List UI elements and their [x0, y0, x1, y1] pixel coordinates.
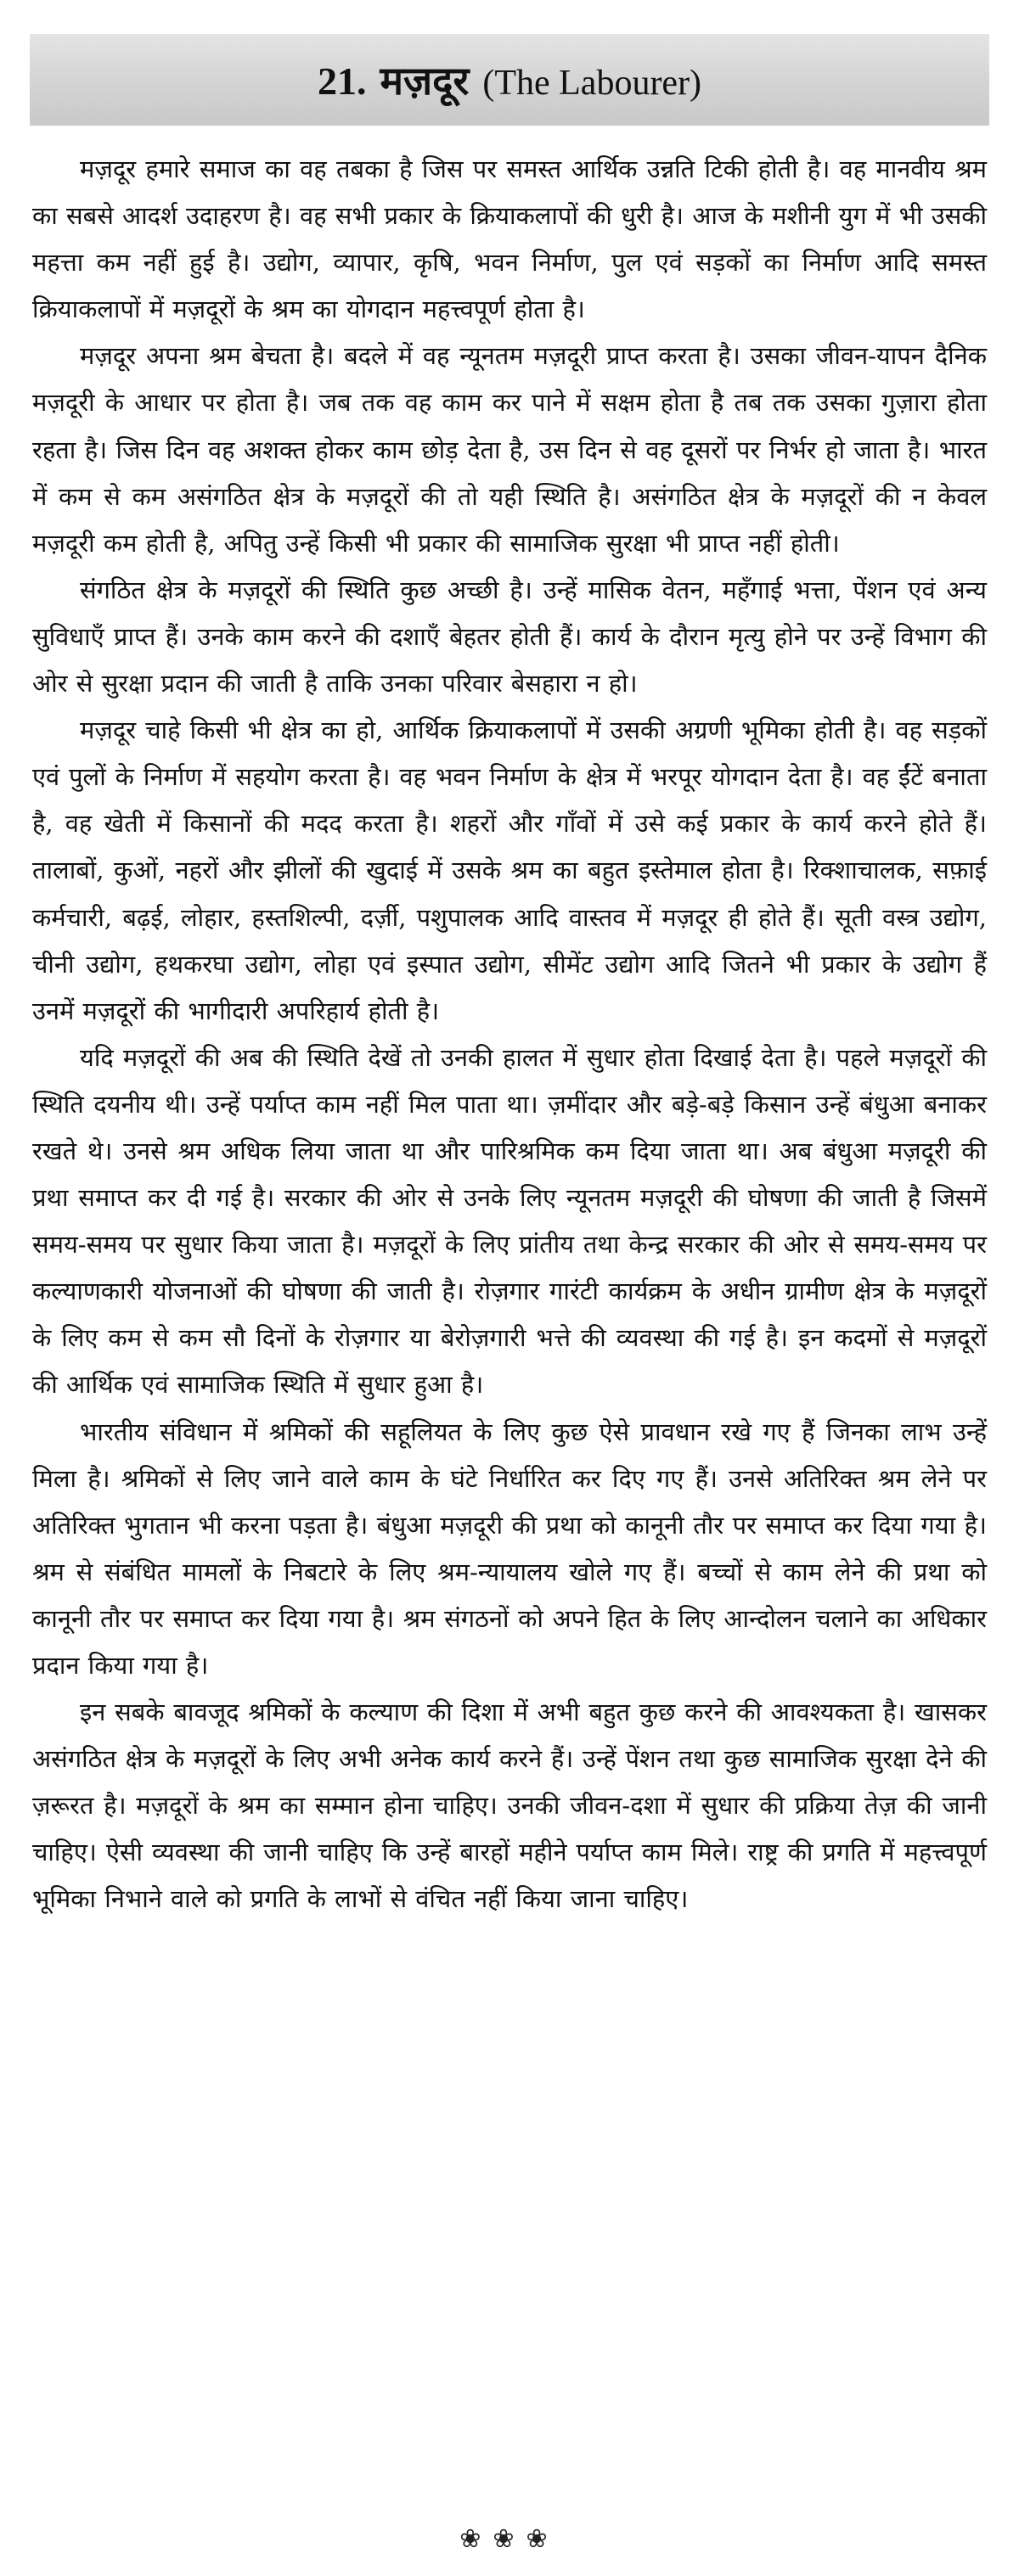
title-number: 21. [317, 59, 367, 103]
essay-body [32, 146, 987, 1923]
flower-ornament-icon: ❀❀❀ [459, 2524, 560, 2554]
paragraph-3: संगठित क्षेत्र के मज़दूरों की स्थिति कुछ अच्छी है। उन्हें मासिक वेतन, महँगाई भत्ता, पेंशन एवं अन्य सुविधाएँ प्राप्त हैं। उनके काम करने की दशाएँ बेहतर होती हैं। कार्य के दौरान मृत्यु होने पर उन्हें विभाग की ओर से सुरक्षा प्रदान की जाती है ताकि उनका परिवार बेसहारा न हो। [32, 575, 987, 699]
paragraph-2: मज़दूर अपना श्रम बेचता है। बदले में वह न्यूनतम मज़दूरी प्राप्त करता है। उसका जीवन-यापन दैनिक मज़दूरी के आधार पर होता है। जब तक वह काम कर पाने में सक्षम होता है तब तक उसका गुज़ारा होता रहता है। जिस दिन वह अशक्त होकर काम छोड़ देता है, उस दिन से वह दूसरों पर निर्भर हो जाता है। भारत में कम से कम असंगठित क्षेत्र के मज़दूरों की तो यही स्थिति है। असंगठित क्षेत्र के मज़दूरों की न केवल मज़दूरी कम होती है, अपितु उन्हें किसी भी प्रकार की सामाजिक सुरक्षा भी प्राप्त नहीं होती। [32, 341, 987, 558]
paragraph-7: इन सबके बावजूद श्रमिकों के कल्याण की दिशा में अभी बहुत कुछ करने की आवश्यकता है। खासकर असंगठित क्षेत्र के मज़दूरों के लिए अभी अनेक कार्य करने हैं। उन्हें पेंशन तथा कुछ सामाजिक सुरक्षा देने की ज़रूरत है। मज़दूरों के श्रम का सम्मान होना चाहिए। उनकी जीवन-दशा में सुधार की प्रक्रिया तेज़ की जानी चाहिए। ऐसी व्यवस्था की जानी चाहिए कि उन्हें बारहों महीने पर्याप्त काम मिले। राष्ट्र की प्रगति में महत्त्वपूर्ण भूमिका निभाने वाले को प्रगति के लाभों से वंचित नहीं किया जाना चाहिए। [32, 1698, 987, 1914]
paragraph-1: मज़दूर हमारे समाज का वह तबका है जिस पर समस्त आर्थिक उन्नति टिकी होती है। वह मानवीय श्रम का सबसे आदर्श उदाहरण है। वह सभी प्रकार के क्रियाकलापों की धुरी है। आज के मशीनी युग में भी उसकी महत्ता कम नहीं हुई है। उद्योग, व्यापार, कृषि, भवन निर्माण, पुल एवं सड़कों का निर्माण आदि समस्त क्रियाकलापों में मज़दूरों के श्रम का योगदान महत्त्वपूर्ण होता है। [32, 154, 987, 324]
title-hindi: मज़दूर [380, 58, 470, 104]
title-banner [30, 34, 989, 126]
page-title [318, 53, 701, 106]
title-english: (The Labourer) [482, 64, 702, 103]
paragraph-6: भारतीय संविधान में श्रमिकों की सहूलियत के लिए कुछ ऐसे प्रावधान रखे गए हैं जिनका लाभ उन्हें मिला है। श्रमिकों से लिए जाने वाले काम के घंटे निर्धारित कर दिए गए हैं। उनसे अतिरिक्त श्रम लेने पर अतिरिक्त भुगतान भी करना पड़ता है। बंधुआ मज़दूरी की प्रथा को कानूनी तौर पर समाप्त कर दिया गया है। श्रम से संबंधित मामलों के निबटारे के लिए श्रम-न्यायालय खोले गए हैं। बच्चों से काम लेने की प्रथा को कानूनी तौर पर समाप्त कर दिया गया है। श्रम संगठनों को अपने हित के लिए आन्दोलन चलाने का अधिकार प्रदान किया गया है। [32, 1417, 987, 1680]
paragraph-4: मज़दूर चाहे किसी भी क्षेत्र का हो, आर्थिक क्रियाकलापों में उसकी अग्रणी भूमिका होती है। वह सड़कों एवं पुलों के निर्माण में सहयोग करता है। वह भवन निर्माण के क्षेत्र में भरपूर योगदान देता है। वह ईंटें बनाता है, वह खेती में किसानों की मदद करता है। शहरों और गाँवों में उसे कई प्रकार के कार्य करने होते हैं। तालाबों, कुओं, नहरों और झीलों की खुदाई में उसके श्रम का बहुत इस्तेमाल होता है। रिक्शाचालक, सफ़ाई कर्मचारी, बढ़ई, लोहार, हस्तशिल्पी, दर्ज़ी, पशुपालक आदि वास्तव में मज़दूर ही होते हैं। सूती वस्त्र उद्योग, चीनी उद्योग, हथकरघा उद्योग, लोहा एवं इस्पात उद्योग, सीमेंट उद्योग आदि जितने भी प्रकार के उद्योग हैं उनमें मज़दूरों की भागीदारी अपरिहार्य होती है। [32, 716, 987, 1025]
paragraph-5: यदि मज़दूरों की अब की स्थिति देखें तो उनकी हालत में सुधार होता दिखाई देता है। पहले मज़दूरों की स्थिति दयनीय थी। उन्हें पर्याप्त काम नहीं मिल पाता था। ज़मींदार और बड़े-बड़े किसान उन्हें बंधुआ बनाकर रखते थे। उनसे श्रम अधिक लिया जाता था और पारिश्रमिक कम दिया जाता था। अब बंधुआ मज़दूरी की प्रथा समाप्त कर दी गई है। सरकार की ओर से उनके लिए न्यूनतम मज़दूरी की घोषणा की जाती है जिसमें समय-समय पर सुधार किया जाता है। मज़दूरों के लिए प्रांतीय तथा केन्द्र सरकार की ओर से समय-समय पर कल्याणकारी योजनाओं की घोषणा की जाती है। रोज़गार गारंटी कार्यक्रम के अधीन ग्रामीण क्षेत्र के मज़दूरों के लिए कम से कम सौ दिनों के रोज़गार या बेरोज़गारी भत्ते की व्यवस्था की गई है। इन कदमों से मज़दूरों की आर्थिक एवं सामाजिक स्थिति में सुधार हुआ है। [32, 1042, 987, 1400]
